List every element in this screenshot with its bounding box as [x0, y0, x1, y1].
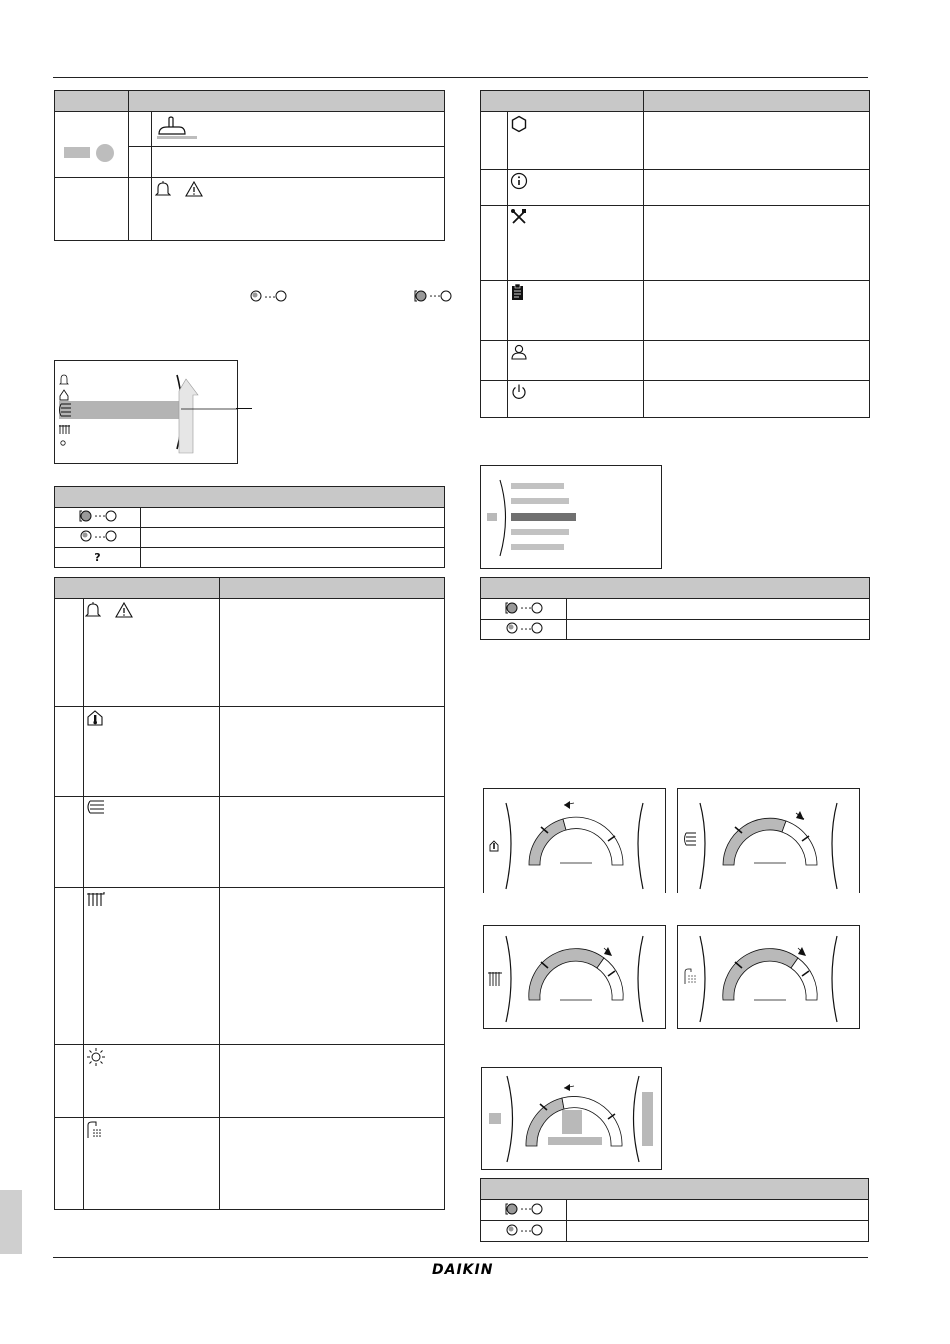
shower-icon — [685, 969, 696, 984]
dial-screen-shower — [677, 925, 860, 1029]
radiator-icon — [59, 425, 70, 434]
dial-screen-radiator — [483, 925, 666, 1029]
pump-cell — [152, 112, 445, 147]
help-icon: ? — [94, 551, 101, 564]
dial-press-icon — [504, 1202, 544, 1219]
controls-table-left — [54, 486, 445, 568]
dial-press-icon — [78, 509, 118, 526]
warning-triangle-icon — [185, 180, 203, 201]
house-thermometer-icon — [86, 709, 104, 730]
clipboard-icon — [510, 283, 526, 304]
status-table — [54, 90, 445, 241]
underfloor-heating-icon — [685, 833, 697, 845]
info-icon — [510, 172, 528, 193]
menu-screen-illustration — [54, 360, 238, 464]
bottom-rule — [53, 1257, 868, 1258]
top-rule — [53, 77, 868, 78]
status-indicator-cell — [55, 112, 129, 178]
user-icon — [510, 343, 528, 364]
tools-icon — [510, 208, 528, 229]
warning-triangle-icon — [115, 601, 133, 622]
daikin-logo: DAIKIN — [432, 1262, 494, 1278]
power-icon — [510, 383, 528, 404]
controls-table-right — [480, 577, 870, 640]
shower-icon — [86, 1120, 106, 1143]
dial-screen-room — [483, 788, 666, 893]
controls-table-bottom — [480, 1178, 869, 1242]
sun-gear-icon — [61, 441, 65, 445]
bell-icon — [155, 180, 171, 201]
hexagon-icon — [510, 115, 528, 136]
dial-turn-icon — [249, 289, 287, 306]
bell-icon — [85, 601, 101, 622]
dial-turn-icon — [504, 1223, 544, 1240]
main-menu-icons-table — [54, 577, 445, 1210]
dial-turn-icon — [504, 621, 544, 638]
other-menu-icons-table — [480, 90, 870, 418]
dial-press-icon — [504, 601, 544, 618]
underfloor-heating-icon — [86, 799, 106, 820]
bell-icon — [60, 375, 68, 384]
radiator-icon — [86, 890, 106, 911]
status-indicator-icon — [62, 143, 122, 166]
dial-press-icon — [414, 289, 452, 306]
chapter-tab — [0, 1190, 22, 1254]
dial-screen-generic — [481, 1067, 662, 1170]
radiator-icon — [488, 972, 502, 986]
pump-hand-icon — [155, 114, 201, 145]
callout-line — [236, 408, 252, 409]
list-screen-illustration — [480, 465, 662, 569]
house-thermometer-icon — [60, 390, 68, 400]
dial-screen-underfloor — [677, 788, 860, 893]
dial-turn-icon — [78, 529, 118, 546]
sun-gear-icon — [86, 1047, 106, 1070]
alarm-cell — [152, 178, 445, 241]
